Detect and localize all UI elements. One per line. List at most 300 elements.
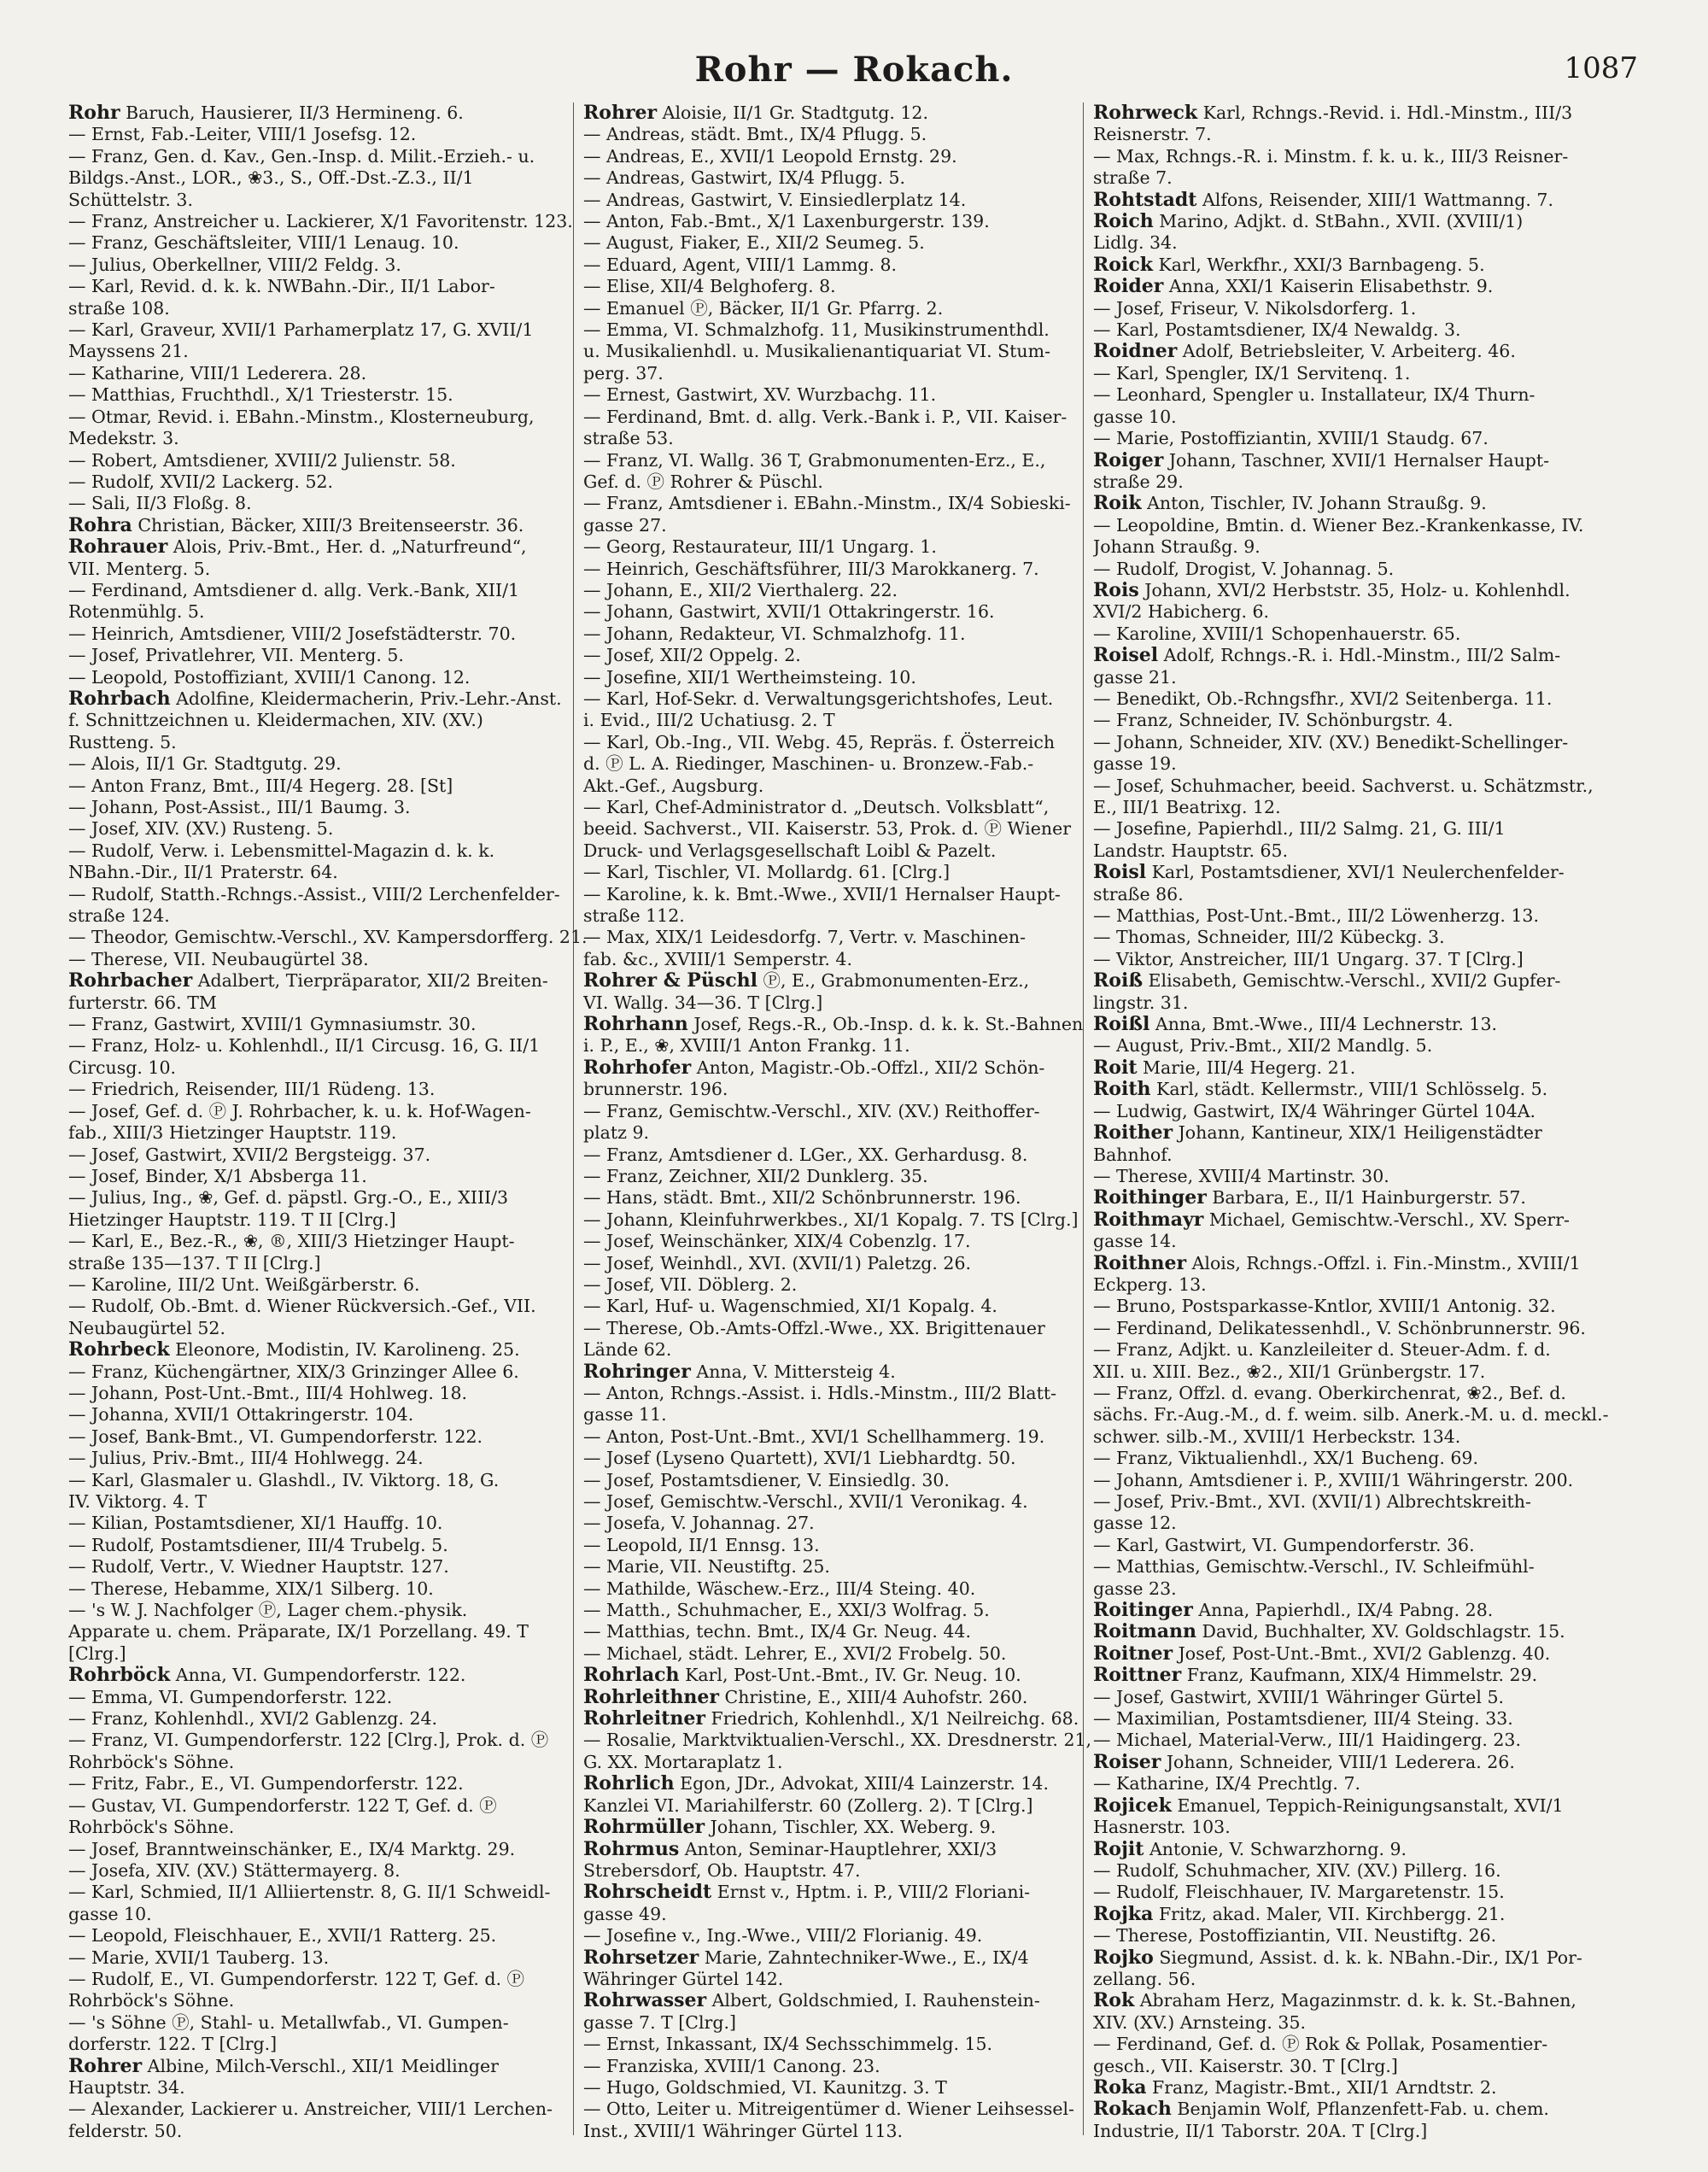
entry-line — [583, 1404, 1104, 1426]
entry-text: — Leopold, II/1 Ennsg. 13. — [583, 1534, 820, 1555]
entry-text: brunnerstr. 196. — [583, 1079, 728, 1100]
surname: Rohtstadt — [1093, 189, 1197, 211]
entry-line — [583, 1296, 1104, 1317]
entry-text: Anna, Bmt.-Wwe., III/4 Lechnerstr. 13. — [1149, 1014, 1497, 1035]
entry-text: — Gustav, VI. Gumpendorferstr. 122 T, Gef. d. Ⓟ — [68, 1794, 497, 1816]
surname-entry — [1093, 190, 1614, 211]
entry-text: — Franz, Holz- u. Kohlenhdl., II/1 Circusg. 16, G. II/1 — [68, 1035, 541, 1057]
entry-text: — Alois, II/1 Gr. Stadtgutg. 29. — [68, 753, 342, 775]
entry-text: — Franz, VI. Gumpendorferstr. 122 [Clrg.], Prok. d. Ⓟ — [68, 1730, 549, 1751]
entry-line — [68, 493, 589, 514]
entry-line — [583, 515, 1104, 536]
entry-text: — Josef, Binder, X/1 Absberga 11. — [68, 1165, 367, 1186]
surname-entry — [1093, 1057, 1614, 1079]
entry-text: Johann, Taschner, XVII/1 Hernalser Haupt- — [1163, 449, 1550, 471]
entry-line — [1093, 2121, 1614, 2142]
surname-entry — [68, 102, 589, 124]
entry-text: — Julius, Priv.-Bmt., III/4 Hohlwegg. 24. — [68, 1448, 424, 1469]
entry-line — [583, 732, 1104, 753]
entry-line — [1093, 601, 1614, 623]
surname-entry — [68, 536, 589, 558]
entry-line — [583, 1600, 1104, 1621]
entry-line — [583, 1470, 1104, 1491]
entry-line — [68, 1860, 589, 1882]
column-2 — [583, 102, 1104, 2152]
entry-text: — Ferdinand, Delikatessenhdl., V. Schönbrunnerstr. 96. — [1093, 1317, 1586, 1338]
entry-line — [1093, 1035, 1614, 1057]
surname: Roit — [1093, 1057, 1138, 1079]
entry-text: — Josef, XIV. (XV.) Rusteng. 5. — [68, 818, 334, 840]
entry-text: — Georg, Restaurateur, III/1 Ungarg. 1. — [583, 536, 937, 558]
entry-text: — Karl, E., Bez.-R., ❀, ®, XIII/3 Hietzinger Haupt- — [68, 1231, 515, 1252]
entry-text: — Anton, Rchngs.-Assist. i. Hdls.-Minstm., III/2 Blatt- — [583, 1382, 1057, 1403]
entry-line — [583, 753, 1104, 775]
entry-text: Elisabeth, Gemischtw.-Verschl., XVII/2 Gupfer- — [1143, 970, 1561, 992]
entry-line — [583, 428, 1104, 449]
entry-line — [583, 2077, 1104, 2099]
entry-line — [583, 1426, 1104, 1448]
entry-line — [68, 1969, 589, 1990]
entry-text: Karl, Postamtsdiener, XVI/1 Neulerchenfelder- — [1146, 862, 1565, 883]
entry-text: Johann, Kantineur, XIX/1 Heiligenstädter — [1173, 1122, 1542, 1144]
entry-text: gasse 11. — [583, 1404, 667, 1426]
surname-entry — [583, 1361, 1104, 1383]
entry-text: — Josef, Bank-Bmt., VI. Gumpendorferstr. 122. — [68, 1426, 483, 1447]
surname: Roich — [1093, 211, 1154, 233]
entry-line — [583, 2121, 1104, 2142]
entry-line — [583, 905, 1104, 927]
entry-line — [1093, 1296, 1614, 1317]
entry-text: fab. &c., XVIII/1 Semperstr. 4. — [583, 948, 852, 969]
surname-entry — [583, 1882, 1104, 1903]
entry-line — [68, 1752, 589, 1773]
entry-text: gasse 49. — [583, 1903, 667, 1924]
entry-text: — Matthias, techn. Bmt., IX/4 Gr. Neug. 44. — [583, 1621, 971, 1642]
entry-line — [1093, 1404, 1614, 1426]
entry-text: — Karl, Gastwirt, VI. Gumpendorferstr. 36. — [1093, 1534, 1475, 1555]
entry-line — [1093, 428, 1614, 449]
entry-text: Rohrböck's Söhne. — [68, 1817, 235, 1838]
entry-text: Adolf, Rchngs.-R. i. Hdl.-Minstm., III/2 Salm- — [1158, 645, 1561, 666]
entry-line — [68, 1122, 589, 1144]
entry-text: — Josef, Schuhmacher, beeid. Sachverst. u. Schätzmstr., — [1093, 775, 1594, 796]
surname: Rohrhofer — [583, 1057, 692, 1079]
entry-text: Neubaugürtel 52. — [68, 1317, 225, 1338]
entry-line — [583, 776, 1104, 797]
entry-text: — Emma, VI. Schmalzhofg. 11, Musikinstrumenthdl. — [583, 319, 1050, 341]
entry-line — [583, 1556, 1104, 1578]
surname: Roik — [1093, 493, 1142, 515]
surname: Rohr — [68, 102, 120, 124]
entry-line — [583, 1079, 1104, 1100]
entry-text: Johann, XVI/2 Herbststr. 35, Holz- u. Kohlenhdl. — [1138, 579, 1571, 600]
surname-entry — [1093, 2099, 1614, 2120]
entry-text: — Kilian, Postamtsdiener, XI/1 Hauffg. 10. — [68, 1513, 443, 1534]
entry-line — [1093, 732, 1614, 753]
entry-line — [1093, 1339, 1614, 1361]
entry-text: — Franz, Gastwirt, XVIII/1 Gymnasiumstr. 30. — [68, 1014, 477, 1035]
entry-text: — Anton, Post-Unt.-Bmt., XVI/1 Schellhammerg. 19. — [583, 1426, 1045, 1447]
entry-line — [1093, 1470, 1614, 1491]
entry-text: Hietzinger Hauptstr. 119. T II [Clrg.] — [68, 1209, 396, 1230]
entry-line — [583, 1166, 1104, 1187]
entry-text: — Ernest, Gastwirt, XV. Wurzbachg. 11. — [583, 384, 937, 406]
entry-line — [583, 623, 1104, 645]
entry-text: Baruch, Hausierer, II/3 Hermineng. 6. — [120, 102, 464, 123]
entry-line — [1093, 1491, 1614, 1513]
entry-text: — Matthias, Fruchthdl., X/1 Triesterstr. 15. — [68, 384, 453, 406]
surname: Rohrmüller — [583, 1817, 705, 1839]
entry-text: IV. Viktorg. 4. T — [68, 1491, 208, 1512]
entry-text: — Josef, Priv.-Bmt., XVI. (XVII/1) Albrechtskreith- — [1093, 1491, 1531, 1512]
entry-text: — Josefa, V. Johannag. 27. — [583, 1513, 815, 1534]
entry-text: Anton, Tischler, IV. Johann Straußg. 9. — [1141, 493, 1487, 514]
entry-line — [68, 753, 589, 775]
entry-text: — Karl, Huf- u. Wagenschmied, XI/1 Kopalg. 4. — [583, 1296, 997, 1317]
entry-text: — Karoline, XVIII/1 Schopenhauerstr. 65. — [1093, 623, 1461, 644]
entry-line — [1093, 1730, 1614, 1751]
entry-line — [68, 1187, 589, 1209]
entry-text: — Leopold, Fleischhauer, E., XVII/1 Ratterg. 25. — [68, 1925, 497, 1947]
surname: Rohra — [68, 514, 132, 536]
surname-entry — [68, 2056, 589, 2077]
entry-line — [1093, 1426, 1614, 1448]
entry-line — [1093, 1969, 1614, 1990]
entry-text: Alfons, Reisender, XIII/1 Wattmanng. 7. — [1196, 189, 1553, 210]
entry-line — [583, 232, 1104, 254]
entry-text: Benjamin Wolf, Pflanzenfett-Fab. u. chem. — [1171, 2099, 1549, 2120]
entry-text: — Rudolf, E., VI. Gumpendorferstr. 122 T, Gef. d. Ⓟ — [68, 1968, 525, 1989]
entry-text: E., III/1 Beatrixg. 12. — [1093, 797, 1281, 817]
entry-line — [68, 840, 589, 862]
surname-entry — [583, 102, 1104, 124]
entry-text: — Ludwig, Gastwirt, IX/4 Währinger Gürtel 104A. — [1093, 1100, 1536, 1121]
entry-line — [583, 319, 1104, 341]
entry-line — [68, 1643, 589, 1665]
entry-text: — Johann, Amtsdiener i. P., XVIII/1 Währingerstr. 200. — [1093, 1469, 1574, 1490]
entry-line — [1093, 384, 1614, 406]
surname: Rohrweck — [1093, 102, 1198, 124]
entry-text: Mayssens 21. — [68, 341, 189, 362]
entry-line — [68, 146, 589, 167]
entry-text: Josef, Post-Unt.-Bmt., XVI/2 Gablenzg. 40. — [1173, 1642, 1551, 1664]
entry-line — [1093, 710, 1614, 731]
entry-line — [583, 688, 1104, 710]
entry-text: — Alexander, Lackierer u. Anstreicher, VIII/1 Lerchen- — [68, 2099, 553, 2120]
surname: Rohrbach — [68, 688, 171, 710]
entry-text: Ⓟ, E., Grabmonumenten-Erz., — [757, 970, 1030, 992]
entry-line — [1093, 884, 1614, 905]
page-number: 1087 — [1564, 51, 1638, 85]
entry-text: VII. Menterg. 5. — [68, 558, 211, 579]
entry-line — [68, 1057, 589, 1079]
surname: Rohringer — [583, 1361, 691, 1383]
surname-entry — [68, 515, 589, 536]
entry-text: i. Evid., III/2 Uchatiusg. 2. T — [583, 710, 835, 731]
entry-text: VI. Wallg. 34—36. T [Clrg.] — [583, 992, 823, 1013]
entry-text: Ernst v., Hptm. i. P., VIII/2 Floriani- — [711, 1882, 1031, 1903]
entry-text: Michael, Gemischtw.-Verschl., XV. Sperr- — [1203, 1209, 1570, 1230]
surname-entry — [68, 970, 589, 992]
entry-line — [68, 1361, 589, 1383]
entry-line — [68, 645, 589, 666]
entry-line — [583, 1491, 1104, 1513]
entry-text: Johann, Schneider, VIII/1 Lederera. 26. — [1161, 1751, 1515, 1772]
entry-text: — Andreas, städt. Bmt., IX/4 Pflugg. 5. — [583, 124, 927, 145]
entry-text: XII. u. XIII. Bez., ❀2., XII/1 Grünbergstr. 17. — [1093, 1361, 1486, 1382]
entry-line — [68, 2099, 589, 2120]
surname-entry — [1093, 970, 1614, 992]
entry-text: — Franz, Gen. d. Kav., Gen.-Insp. d. Milit.-Erzieh.- u. — [68, 145, 535, 167]
entry-text: Alois, Rchngs.-Offzl. i. Fin.-Minstm., XVIII/1 — [1186, 1252, 1581, 1273]
entry-text: — Johann, Post-Unt.-Bmt., III/4 Hohlweg. 18. — [68, 1382, 468, 1403]
entry-text: Kanzlei VI. Mariahilferstr. 60 (Zollerg. 2). T [Clrg.] — [583, 1794, 1033, 1816]
entry-line — [68, 450, 589, 471]
entry-line — [68, 818, 589, 840]
entry-line — [68, 298, 589, 319]
entry-text: — Franz, Anstreicher u. Lackierer, X/1 Favoritenstr. 123. — [68, 211, 573, 232]
entry-text: — 's Söhne Ⓟ, Stahl- u. Metallwfab., VI. Gumpen- — [68, 2011, 509, 2033]
surname-entry — [1093, 1752, 1614, 1773]
entry-text: — Johann, Schneider, XIV. (XV.) Benedikt-Schellinger- — [1093, 731, 1569, 752]
entry-text: — Franz, Geschäftsleiter, VIII/1 Lenaug. 10. — [68, 232, 459, 254]
surname-entry — [1093, 255, 1614, 276]
entry-text: — Josef, XII/2 Oppelg. 2. — [583, 645, 801, 666]
entry-line — [583, 1535, 1104, 1556]
entry-line — [68, 1079, 589, 1100]
entry-text: gasse 10. — [68, 1903, 152, 1924]
entry-text: Johann, Tischler, XX. Weberg. 9. — [705, 1817, 997, 1838]
entry-text: — Karl, Spengler, IX/1 Servitenq. 1. — [1093, 362, 1411, 383]
surname: Roiger — [1093, 449, 1164, 471]
entry-text: gasse 21. — [1093, 666, 1177, 688]
entry-line — [1093, 1860, 1614, 1882]
surname: Rohrböck — [68, 1665, 171, 1687]
entry-text: Karl, städt. Kellermstr., VIII/1 Schlösselg. 5. — [1150, 1079, 1548, 1100]
surname-entry — [1093, 1209, 1614, 1231]
surname-entry — [1093, 493, 1614, 514]
surname: Roitner — [1093, 1642, 1173, 1665]
entry-text: sächs. Fr.-Aug.-M., d. f. weim. silb. Anerk.-M. u. d. meckl.- — [1093, 1404, 1609, 1426]
entry-text: gasse 23. — [1093, 1578, 1177, 1599]
entry-text: — Johanna, XVII/1 Ottakringerstr. 104. — [68, 1404, 414, 1426]
entry-line — [583, 1730, 1104, 1751]
surname: Roisel — [1093, 645, 1159, 667]
entry-text: David, Buchhalter, XV. Goldschlagstr. 15. — [1196, 1621, 1565, 1642]
entry-line — [1093, 1535, 1614, 1556]
entry-line — [68, 797, 589, 818]
entry-line — [583, 1860, 1104, 1882]
entry-line — [583, 710, 1104, 731]
surname-entry — [1093, 1947, 1614, 1969]
entry-text: — Karoline, III/2 Unt. Weißgärberstr. 6. — [68, 1273, 420, 1295]
surname: Roißl — [1093, 1014, 1150, 1036]
entry-line — [68, 1882, 589, 1903]
entry-line — [68, 471, 589, 493]
entry-text: — Julius, Ing., ❀, Gef. d. päpstl. Grg.-O., E., XIII/3 — [68, 1187, 509, 1209]
entry-text: — Eduard, Agent, VIII/1 Lammg. 8. — [583, 254, 898, 275]
entry-line — [583, 2056, 1104, 2077]
entry-text: — Josef (Lyseno Quartett), XVI/1 Liebhardtg. 50. — [583, 1448, 1016, 1469]
entry-line — [68, 428, 589, 449]
entry-text: — Karl, Graveur, XVII/1 Parhamerplatz 17, G. XVII/1 — [68, 319, 534, 341]
entry-line — [68, 1145, 589, 1166]
entry-text: — Andreas, Gastwirt, IX/4 Pflugg. 5. — [583, 167, 906, 189]
entry-line — [68, 211, 589, 232]
entry-text: — Julius, Oberkellner, VIII/2 Feldg. 3. — [68, 254, 401, 275]
entry-text: Siegmund, Assist. d. k. k. NBahn.-Dir., IX/1 Por- — [1153, 1947, 1582, 1968]
surname: Roittner — [1093, 1665, 1182, 1687]
entry-text: Strebersdorf, Ob. Hauptstr. 47. — [583, 1859, 861, 1881]
entry-text: Fritz, akad. Maler, VII. Kirchbergg. 21. — [1153, 1903, 1506, 1924]
entry-line — [68, 255, 589, 276]
entry-text: Rohrböck's Söhne. — [68, 1990, 235, 2011]
entry-text: — Michael, städt. Lehrer, E., XVI/2 Frobelg. 50. — [583, 1642, 1007, 1664]
entry-line — [1093, 949, 1614, 970]
surname: Rohrmus — [583, 1838, 680, 1860]
entry-line — [1093, 623, 1614, 645]
entry-text: — Franz, Kohlenhdl., XVI/2 Gablenzg. 24. — [68, 1708, 438, 1730]
entry-text: — Franz, Amtsdiener i. EBahn.-Minstm., IX/4 Sobieski- — [583, 493, 1071, 514]
entry-line — [68, 2034, 589, 2055]
surname: Rohrsetzer — [583, 1947, 699, 1969]
entry-line — [583, 884, 1104, 905]
column-3 — [1093, 102, 1614, 2152]
entry-line — [583, 797, 1104, 818]
surname: Rohrhann — [583, 1014, 688, 1036]
entry-text: Währinger Gürtel 142. — [583, 1968, 784, 1989]
entry-line — [68, 927, 589, 948]
surname: Rokach — [1093, 2099, 1172, 2121]
entry-text: — Otto, Leiter u. Mitreigentümer d. Wiener Leihsessel- — [583, 2099, 1074, 2120]
surname: Rohrauer — [68, 536, 168, 559]
entry-line — [68, 341, 589, 362]
entry-text: — Karl, Chef-Administrator d. „Deutsch. Volksblatt“, — [583, 797, 1050, 817]
entry-line — [68, 949, 589, 970]
entry-line — [68, 1730, 589, 1751]
entry-line — [68, 732, 589, 753]
entry-text: Lidlg. 34. — [1093, 232, 1178, 254]
entry-line — [1093, 1274, 1614, 1296]
entry-text: Karl, Werkfhr., XXI/3 Barnbageng. 5. — [1152, 254, 1485, 275]
entry-text: zellang. 56. — [1093, 1968, 1196, 1989]
entry-text: — Rudolf, Verw. i. Lebensmittel-Magazin d. k. k. — [68, 840, 495, 861]
entry-text: — Emanuel Ⓟ, Bäcker, II/1 Gr. Pfarrg. 2. — [583, 297, 944, 319]
entry-line — [1093, 1925, 1614, 1947]
entry-line — [583, 645, 1104, 666]
entry-line — [68, 363, 589, 384]
entry-line — [583, 1752, 1104, 1773]
surname-entry — [583, 1773, 1104, 1794]
entry-text: — Andreas, E., XVII/1 Leopold Ernstg. 29. — [583, 145, 957, 167]
entry-text: — Marie, VII. Neustiftg. 25. — [583, 1556, 830, 1578]
entry-text: straße 29. — [1093, 471, 1184, 492]
entry-text: — Ferdinand, Amtsdiener d. allg. Verk.-Bank, XII/1 — [68, 579, 520, 600]
entry-line — [68, 1687, 589, 1708]
entry-line — [1093, 1318, 1614, 1339]
entry-line — [1093, 688, 1614, 710]
surname: Roka — [1093, 2076, 1147, 2099]
entry-text: — Therese, VII. Neubaugürtel 38. — [68, 948, 369, 969]
entry-text: — Marie, Postoffiziantin, XVIII/1 Staudg. 67. — [1093, 428, 1489, 449]
surname-entry — [1093, 102, 1614, 124]
entry-text: — Matthias, Gemischtw.-Verschl., IV. Schleifmühl- — [1093, 1556, 1535, 1578]
entry-line — [68, 1578, 589, 1600]
entry-text: — Sali, II/3 Floßg. 8. — [68, 493, 252, 514]
entry-line — [68, 319, 589, 341]
entry-text: Adolf, Betriebsleiter, V. Arbeiterg. 46. — [1177, 341, 1516, 362]
entry-text: — Johann, Post-Assist., III/1 Baumg. 3. — [68, 797, 411, 817]
entry-text: d. Ⓟ L. A. Riedinger, Maschinen- u. Bronzew.-Fab.- — [583, 753, 1034, 775]
entry-line — [583, 1209, 1104, 1231]
entry-text: Alois, Priv.-Bmt., Her. d. „Naturfreund“, — [167, 536, 527, 558]
entry-line — [68, 1556, 589, 1578]
entry-text: — Thomas, Schneider, III/2 Kübeckg. 3. — [1093, 927, 1445, 948]
entry-text: — 's W. J. Nachfolger Ⓟ, Lager chem.-physik. — [68, 1600, 468, 1621]
entry-line — [68, 1947, 589, 1969]
entry-line — [1093, 667, 1614, 688]
entry-text: — Karl, Glasmaler u. Glashdl., IV. Viktorg. 18, G. — [68, 1469, 500, 1490]
surname-entry — [1093, 1990, 1614, 2011]
entry-line — [1093, 2012, 1614, 2034]
entry-text: — Josef, Postamtsdiener, V. Einsiedlg. 30. — [583, 1469, 950, 1490]
surname: Rohrer — [583, 102, 658, 124]
entry-line — [583, 471, 1104, 493]
entry-line — [583, 341, 1104, 362]
entry-text: Barbara, E., II/1 Hainburgerstr. 57. — [1206, 1187, 1526, 1209]
surname: Roithmayr — [1093, 1209, 1204, 1231]
entry-text: — Johann, Gastwirt, XVII/1 Ottakringerstr. 16. — [583, 601, 995, 623]
entry-line — [68, 1448, 589, 1469]
surname-entry — [1093, 1014, 1614, 1035]
entry-line — [583, 298, 1104, 319]
entry-text: — Theodor, Gemischtw.-Verschl., XV. Kampersdorfferg. 21. — [68, 927, 588, 948]
entry-line — [583, 1035, 1104, 1057]
surname: Roiß — [1093, 970, 1144, 992]
entry-text: — Franz, Adjkt. u. Kanzleileiter d. Steuer-Adm. f. d. — [1093, 1339, 1551, 1361]
entry-text: — Karl, Tischler, VI. Mollardg. 61. [Clrg.] — [583, 862, 951, 883]
entry-line — [68, 384, 589, 406]
entry-line — [1093, 1231, 1614, 1252]
entry-text: felderstr. 50. — [68, 2120, 183, 2141]
entry-line — [1093, 1556, 1614, 1578]
entry-text: — Josef, Friseur, V. Nikolsdorferg. 1. — [1093, 297, 1417, 319]
entry-line — [583, 601, 1104, 623]
entry-text: — Josefine v., Ing.-Wwe., VIII/2 Florianig. 49. — [583, 1925, 983, 1947]
surname-entry — [1093, 276, 1614, 297]
surname: Rohrleitner — [583, 1708, 705, 1730]
entry-text: Marie, Zahntechniker-Wwe., E., IX/4 — [699, 1947, 1029, 1968]
entry-text: Druck- und Verlagsgesellschaft Loibl & Pazelt. — [583, 840, 997, 861]
entry-line — [583, 1145, 1104, 1166]
entry-text: Gef. d. Ⓟ Rohrer & Püschl. — [583, 471, 823, 492]
surname: Rohrbacher — [68, 970, 193, 992]
entry-text: — Max, Rchngs.-R. i. Minstm. f. k. u. k., III/3 Reisner- — [1093, 145, 1569, 167]
entry-text: — Max, XIX/1 Leidesdorfg. 7, Vertr. v. Maschinen- — [583, 927, 1027, 948]
surname-entry — [68, 688, 589, 710]
surname-entry — [583, 1839, 1104, 1860]
entry-text: — Rudolf, XVII/2 Lackerg. 52. — [68, 471, 334, 492]
entry-text: Lände 62. — [583, 1339, 672, 1361]
surname-entry — [1093, 1187, 1614, 1209]
surname: Rojko — [1093, 1947, 1154, 1969]
entry-text: Industrie, II/1 Taborstr. 20A. T [Clrg.] — [1093, 2120, 1428, 2141]
entry-line — [68, 167, 589, 189]
entry-line — [1093, 232, 1614, 254]
entry-line — [68, 1904, 589, 1925]
entry-text: straße 124. — [68, 905, 170, 927]
entry-line — [583, 949, 1104, 970]
